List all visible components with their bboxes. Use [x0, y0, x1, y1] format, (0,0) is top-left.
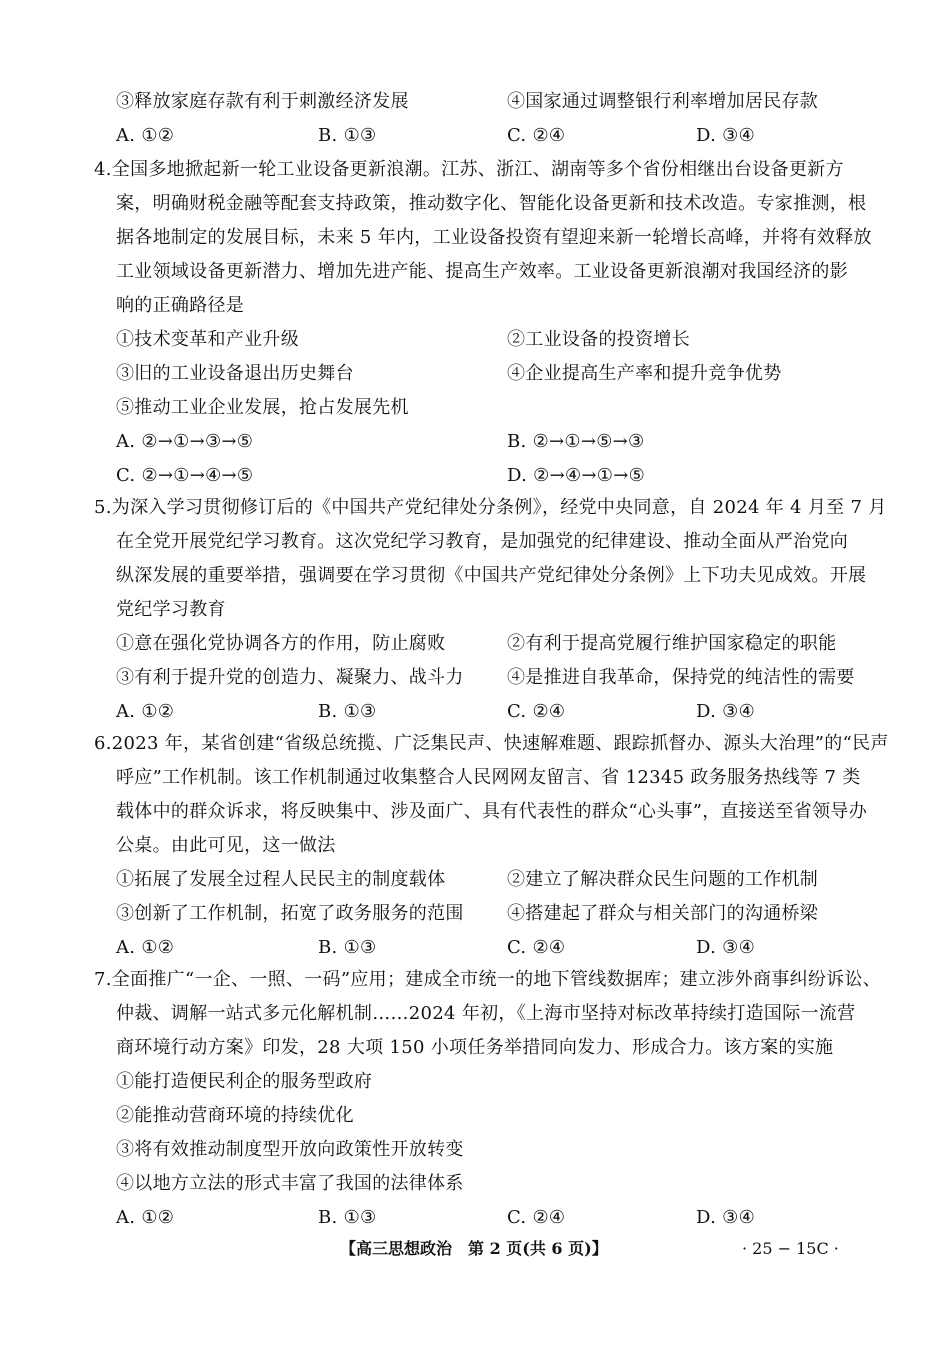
page-footer-code: · 25 − 15C ·: [742, 1239, 839, 1258]
q4-option-4: ④企业提高生产率和提升竞争优势: [507, 363, 782, 384]
q7-stem-line-3: 商环境行动方案》印发，28 大项 150 小项任务举措同向发力、形成合力。该方案的实施: [116, 1037, 834, 1058]
q7-stem-line-2: 仲裁、调解一站式多元化解机制……2024 年初，《上海市坚持对标改革持续打造国际一流营: [116, 1003, 856, 1024]
q6-option-1: ①拓展了发展全过程人民民主的制度载体: [116, 869, 446, 890]
q7-option-4: ④以地方立法的形式丰富了我国的法律体系: [116, 1173, 464, 1194]
q7-option-3: ③将有效推动制度型开放向政策性开放转变: [116, 1139, 464, 1160]
q4-stem-line-2: 案，明确财税金融等配套支持政策，推动数字化、智能化设备更新和技术改造。专家推测，根: [116, 193, 867, 214]
q4-choice-d: D. ②→④→①→⑤: [507, 465, 646, 486]
q6-stem-line-3: 载体中的群众诉求，将反映集中、涉及面广、具有代表性的群众“心头事”，直接送至省领导办: [116, 801, 867, 822]
q6-option-2: ②建立了解决群众民生问题的工作机制: [507, 869, 819, 890]
q5-choice-a: A. ①②: [116, 701, 175, 722]
q6-stem-line-2: 呼应”工作机制。该工作机制通过收集整合人民网网友留言、省 12345 政务服务热线等 7 类: [116, 767, 861, 788]
q4-stem-line-5: 响的正确路径是: [116, 295, 245, 316]
q5-option-4: ④是推进自我革命，保持党的纯洁性的需要: [507, 667, 855, 688]
q3-option-4: ④国家通过调整银行利率增加居民存款: [507, 91, 819, 112]
q5-choice-d: D. ③④: [696, 701, 756, 722]
q5-option-3: ③有利于提升党的创造力、凝聚力、战斗力: [116, 667, 464, 688]
q7-choice-d: D. ③④: [696, 1207, 756, 1228]
q5-stem-line-2: 在全党开展党纪学习教育。这次党纪学习教育，是加强党的纪律建设、推动全面从严治党向: [116, 531, 848, 552]
q5-stem-line-3: 纵深发展的重要举措，强调要在学习贯彻《中国共产党纪律处分条例》上下功夫见成效。开展: [116, 565, 867, 586]
q4-stem-line-1: 4.全国多地掀起新一轮工业设备更新浪潮。江苏、浙江、湖南等多个省份相继出台设备更新方: [94, 159, 844, 180]
q7-choice-a: A. ①②: [116, 1207, 175, 1228]
q6-stem-line-4: 公桌。由此可见，这一做法: [116, 835, 336, 856]
q4-option-2: ②工业设备的投资增长: [507, 329, 690, 350]
q6-option-4: ④搭建起了群众与相关部门的沟通桥梁: [507, 903, 819, 924]
q4-option-5: ⑤推动工业企业发展，抢占发展先机: [116, 397, 409, 418]
q5-option-1: ①意在强化党协调各方的作用，防止腐败: [116, 633, 446, 654]
q3-option-3: ③释放家庭存款有利于刺激经济发展: [116, 91, 409, 112]
q3-choice-b: B. ①③: [318, 125, 377, 146]
q4-stem-line-3: 据各地制定的发展目标，未来 5 年内，工业设备投资有望迎来新一轮增长高峰，并将有效释放: [116, 227, 872, 248]
q6-option-3: ③创新了工作机制，拓宽了政务服务的范围: [116, 903, 464, 924]
q4-choice-c: C. ②→①→④→⑤: [116, 465, 254, 486]
q4-choice-b: B. ②→①→⑤→③: [507, 431, 645, 452]
q5-choice-b: B. ①③: [318, 701, 377, 722]
q6-choice-c: C. ②④: [507, 937, 566, 958]
q5-choice-c: C. ②④: [507, 701, 566, 722]
q3-choice-c: C. ②④: [507, 125, 566, 146]
q4-stem-line-4: 工业领域设备更新潜力、增加先进产能、提高生产效率。工业设备更新浪潮对我国经济的影: [116, 261, 848, 282]
q5-option-2: ②有利于提高党履行维护国家稳定的职能: [507, 633, 837, 654]
q7-stem-line-1: 7.全面推广“一企、一照、一码”应用；建成全市统一的地下管线数据库；建立涉外商事纠纷诉讼、: [94, 969, 882, 990]
page-footer-title: 【高三思想政治 第 2 页(共 6 页)】: [340, 1239, 608, 1258]
q3-choice-a: A. ①②: [116, 125, 175, 146]
q3-choice-d: D. ③④: [696, 125, 756, 146]
q6-choice-a: A. ①②: [116, 937, 175, 958]
q4-option-1: ①技术变革和产业升级: [116, 329, 299, 350]
q6-choice-b: B. ①③: [318, 937, 377, 958]
q6-choice-d: D. ③④: [696, 937, 756, 958]
q7-choice-b: B. ①③: [318, 1207, 377, 1228]
q7-option-2: ②能推动营商环境的持续优化: [116, 1105, 354, 1126]
q7-choice-c: C. ②④: [507, 1207, 566, 1228]
q5-stem-line-1: 5.为深入学习贯彻修订后的《中国共产党纪律处分条例》，经党中央同意，自 2024 年 4 月至 7 月: [94, 497, 887, 518]
q4-option-3: ③旧的工业设备退出历史舞台: [116, 363, 354, 384]
q6-stem-line-1: 6.2023 年，某省创建“省级总统揽、广泛集民声、快速解难题、跟踪抓督办、源头大治理”的“民声: [94, 733, 889, 754]
q5-stem-line-4: 党纪学习教育: [116, 599, 226, 620]
q7-option-1: ①能打造便民利企的服务型政府: [116, 1071, 373, 1092]
q4-choice-a: A. ②→①→③→⑤: [116, 431, 254, 452]
